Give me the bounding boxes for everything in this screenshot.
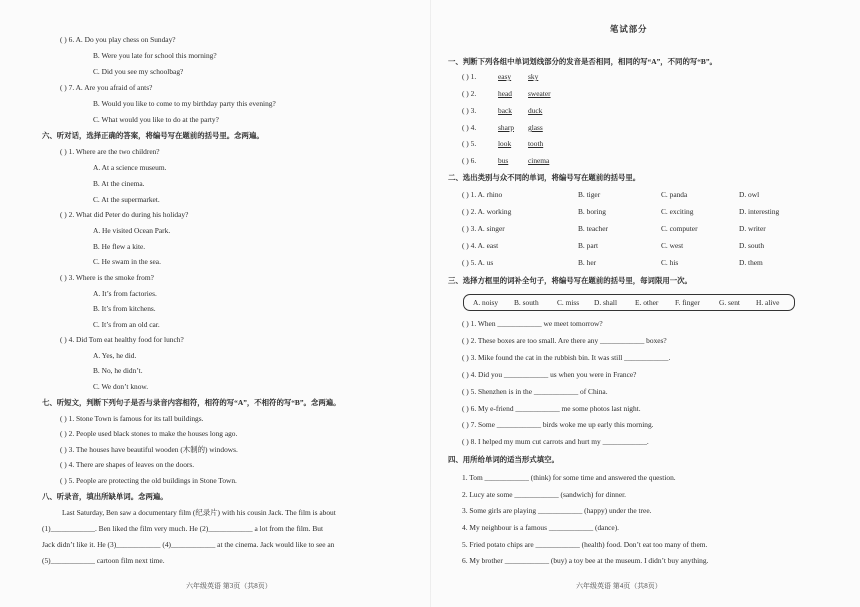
r2-row-5-c: C. his (661, 258, 679, 267)
r2-row-3-c: C. computer (661, 224, 698, 233)
q6-prev-option-b: B. Were you late for school this morning? (93, 51, 217, 60)
page-4-footer: 六年级英语 第4页（共8页） (576, 582, 662, 590)
r2-row-2-c: C. exciting (661, 207, 694, 216)
r2-row-5-d: D. them (739, 258, 763, 267)
section-6-header: 六、听对话，选择正确的答案，将编号写在题前的括号里。念两遍。 (42, 131, 264, 140)
r3-sentence-5: ( ) 5. Shenzhen is in the ____________ of China. (462, 387, 608, 396)
s6-q4-b: B. No, he didn’t. (93, 366, 143, 375)
r1-row-4-word-1: sharp (498, 123, 515, 132)
r1-row-6-word-2: cinema (528, 156, 550, 165)
r1-row-2-word-1: head (498, 89, 512, 98)
r4-sentence-5: 5. Fried potato chips are ____________ (health) food. Don’t eat too many of them. (462, 540, 708, 549)
r4-sentence-3: 3. Some girls are playing ____________ (happy) under the tree. (462, 506, 652, 515)
s6-q3-b: B. It’s from kitchens. (93, 304, 156, 313)
r1-row-5-word-1: look (498, 139, 512, 148)
page-3-footer: 六年级英语 第3页（共8页） (186, 582, 272, 590)
word-bank-option-e: E. other (635, 298, 659, 307)
word-bank-option-h: H. alive (756, 298, 780, 307)
r2-row-2-b: B. boring (578, 207, 606, 216)
r1-row-6-num: ( ) 6. (462, 156, 477, 165)
r2-row-1-d: D. owl (739, 190, 760, 199)
r1-row-3-word-1: back (498, 106, 512, 115)
page-4 (430, 0, 860, 607)
s6-q2-a: A. He visited Ocean Park. (93, 226, 171, 235)
r1-row-3-word-2: duck (528, 106, 543, 115)
r2-row-4-c: C. west (661, 241, 684, 250)
r3-sentence-3: ( ) 3. Mike found the cat in the rubbish bin. It was still ____________. (462, 353, 671, 362)
written-section-title: 笔试部分 (610, 25, 648, 34)
s6-q2-c: C. He swam in the sea. (93, 257, 161, 266)
r4-sentence-6: 6. My brother ____________ (buy) a toy bee at the museum. I didn’t buy anything. (462, 556, 709, 565)
r4-sentence-1: 1. Tom ____________ (think) for some time and answered the question. (462, 473, 676, 482)
r-section-1-header: 一、判断下列各组中单词划线部分的发音是否相同，相同的写“A”，不同的写“B”。 (448, 57, 717, 66)
s7-statement-4: ( ) 4. There are shapes of leaves on the doors. (60, 460, 195, 469)
s8-passage-line-4: (5)____________ cartoon film next time. (42, 556, 165, 565)
r3-sentence-8: ( ) 8. I helped my mum cut carrots and hurt my ____________. (462, 437, 649, 446)
r2-row-5-b: B. her (578, 258, 597, 267)
s6-q1-b: B. At the cinema. (93, 179, 145, 188)
r1-row-4-num: ( ) 4. (462, 123, 477, 132)
word-bank-option-g: G. sent (719, 298, 740, 307)
s6-q4: ( ) 4. Did Tom eat healthy food for lunch? (60, 335, 184, 344)
q6-prev-option-c: C. Did you see my schoolbag? (93, 67, 184, 76)
s8-passage-line-2: (1)____________. Ben liked the film very much. He (2)____________ a lot from the film. But (42, 524, 324, 533)
r3-sentence-4: ( ) 4. Did you ____________ us when you were in France? (462, 370, 637, 379)
s7-statement-2: ( ) 2. People used black stones to make the houses long ago. (60, 429, 238, 438)
s8-passage-line-1: Last Saturday, Ben saw a documentary film (纪录片) with his cousin Jack. The film is about (62, 508, 336, 517)
r3-sentence-7: ( ) 7. Some ____________ birds woke me up early this morning. (462, 420, 654, 429)
r3-sentence-1: ( ) 1. When ____________ we meet tomorrow? (462, 319, 603, 328)
r2-row-2-d: D. interesting (739, 207, 780, 216)
s6-q2-b: B. He flew a kite. (93, 242, 146, 251)
r-section-4-header: 四、用所给单词的适当形式填空。 (448, 455, 559, 464)
r4-sentence-4: 4. My neighbour is a famous ____________ (dance). (462, 523, 620, 532)
word-bank-option-f: F. finger (675, 298, 700, 307)
word-bank-option-c: C. miss (557, 298, 580, 307)
s6-q1-c: C. At the supermarket. (93, 195, 160, 204)
word-bank-option-a: A. noisy (473, 298, 499, 307)
r1-row-1-word-2: sky (528, 72, 539, 81)
r-section-2-header: 二、选出类别与众不同的单词，将编号写在题前的括号里。 (448, 173, 641, 182)
r1-row-3-num: ( ) 3. (462, 106, 477, 115)
r2-row-5-a: ( ) 5. A. us (462, 258, 494, 267)
word-bank-box (463, 294, 795, 311)
r2-row-3-a: ( ) 3. A. singer (462, 224, 505, 233)
section-7-header: 七、听短文，判断下列句子是否与录音内容相符，相符的写“A”，不相符的写“B”。念两遍。 (42, 398, 341, 407)
s8-passage-line-3: Jack didn’t like it. He (3)____________ (4)____________ at the cinema. Jack would like to see an (42, 540, 335, 549)
s6-q4-a: A. Yes, he did. (93, 351, 137, 360)
r2-row-1-a: ( ) 1. A. rhino (462, 190, 503, 199)
r1-row-6-word-1: bus (498, 156, 509, 165)
r2-row-1-b: B. tiger (578, 190, 601, 199)
r2-row-4-b: B. part (578, 241, 599, 250)
s6-q2: ( ) 2. What did Peter do during his holiday? (60, 210, 189, 219)
r1-row-5-num: ( ) 5. (462, 139, 477, 148)
q7-prev-option-b: B. Would you like to come to my birthday party this evening? (93, 99, 276, 108)
s7-statement-1: ( ) 1. Stone Town is famous for its tall buildings. (60, 414, 204, 423)
r2-row-4-d: D. south (739, 241, 765, 250)
r3-sentence-2: ( ) 2. These boxes are too small. Are there any ____________ boxes? (462, 336, 667, 345)
s6-q3-c: C. It’s from an old car. (93, 320, 160, 329)
r1-row-1-word-1: easy (498, 72, 512, 81)
r4-sentence-2: 2. Lucy ate some ____________ (sandwich) for dinner. (462, 490, 626, 499)
s6-q3: ( ) 3. Where is the smoke from? (60, 273, 154, 282)
s6-q3-a: A. It’s from factories. (93, 289, 157, 298)
r2-row-3-d: D. writer (739, 224, 766, 233)
r1-row-5-word-2: tooth (528, 139, 544, 148)
r2-row-1-c: C. panda (661, 190, 688, 199)
r3-sentence-6: ( ) 6. My e-friend ____________ me some photos last night. (462, 404, 641, 413)
s6-q4-c: C. We don’t know. (93, 382, 149, 391)
r2-row-3-b: B. teacher (578, 224, 608, 233)
r-section-3-header: 三、选择方框里的词补全句子，将编号写在题前的括号里，每词限用一次。 (448, 276, 692, 285)
r1-row-4-word-2: glass (528, 123, 543, 132)
r2-row-2-a: ( ) 2. A. working (462, 207, 512, 216)
r1-row-1-num: ( ) 1. (462, 72, 477, 81)
word-bank-option-d: D. shall (594, 298, 617, 307)
q7-prev-question: ( ) 7. A. Are you afraid of ants? (60, 83, 153, 92)
r2-row-4-a: ( ) 4. A. east (462, 241, 499, 250)
q7-prev-option-c: C. What would you like to do at the party? (93, 115, 219, 124)
r1-row-2-num: ( ) 2. (462, 89, 477, 98)
s7-statement-5: ( ) 5. People are protecting the old buildings in Stone Town. (60, 476, 237, 485)
r1-row-2-word-2: sweater (528, 89, 551, 98)
section-8-header: 八、听录音，填出所缺单词。念两遍。 (42, 492, 168, 501)
q6-prev-question: ( ) 6. A. Do you play chess on Sunday? (60, 35, 176, 44)
word-bank-option-b: B. south (514, 298, 539, 307)
s7-statement-3: ( ) 3. The houses have beautiful wooden (木制的) windows. (60, 445, 238, 454)
s6-q1: ( ) 1. Where are the two children? (60, 147, 160, 156)
s6-q1-a: A. At a science museum. (93, 163, 167, 172)
